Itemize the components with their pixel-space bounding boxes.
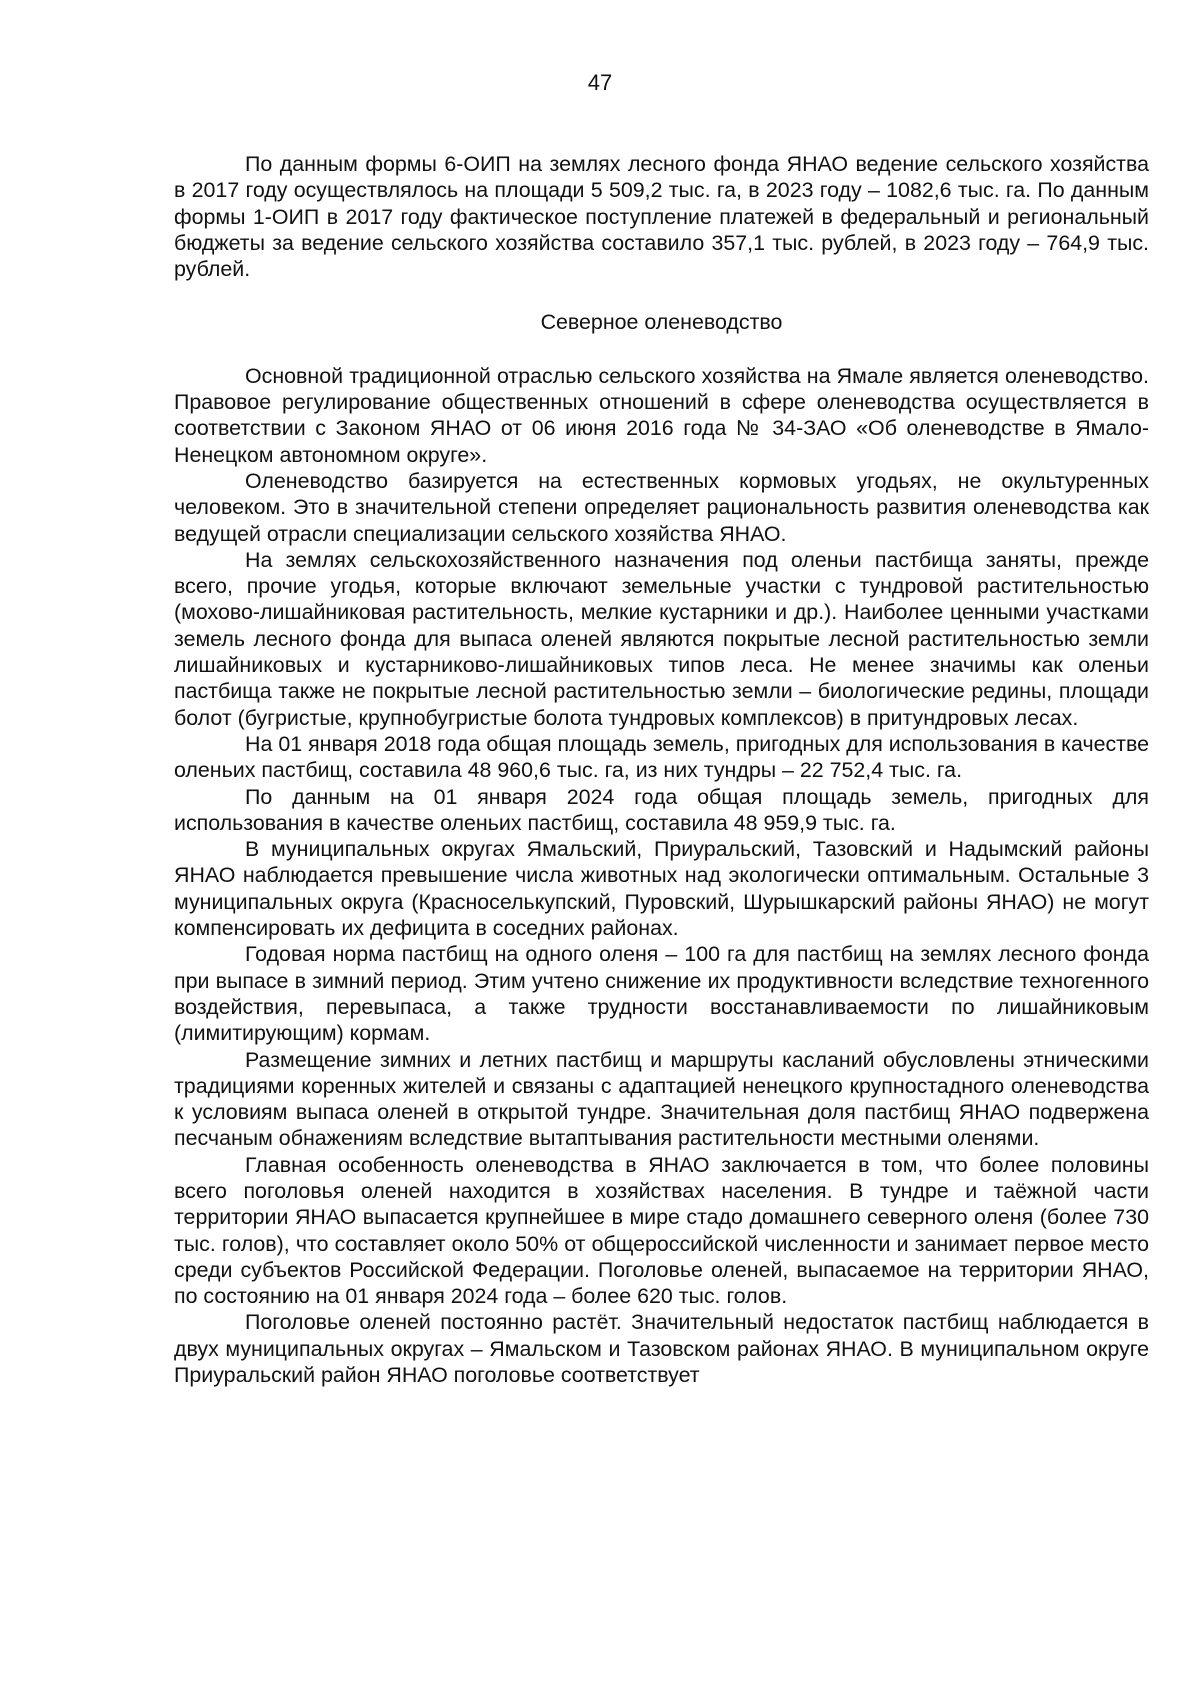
paragraph: На 01 января 2018 года общая площадь земель, пригодных для использования в качестве оленьих пастбищ, составила 48 960,6 тыс. га, из них тундры – 22 752,4 тыс. га. bbox=[174, 731, 1149, 783]
paragraph-forest-fund-agriculture: По данным формы 6-ОИП на землях лесного фонда ЯНАО ведение сельского хозяйства в 2017 году осуществлялось на площади 5 509,2 тыс. га, в 2023 году – 1082,6 тыс. га. По данным формы 1-ОИП в 2017 году фактическое поступление платежей в федеральный и региональный бюджеты за ведение сельского хозяйства составило 357,1 тыс. рублей, в 2023 году – 764,9 тыс. рублей. bbox=[174, 152, 1149, 282]
page-number: 47 bbox=[587, 70, 613, 95]
paragraph: Годовая норма пастбищ на одного оленя – 100 га для пастбищ на землях лесного фонда при выпасе в зимний период. Этим учтено снижение их продуктивности вследствие техногенного воздействия, перевыпаса, а также трудности восстанавливаемости по лишайниковым (лимитирующим) кормам. bbox=[174, 942, 1149, 1046]
paragraph: Главная особенность оленеводства в ЯНАО заключается в том, что более половины всего поголовья оленей находится в хозяйствах населения. В тундре и таёжной части территории ЯНАО выпасается крупнейшее в мире стадо домашнего северного оленя (более 730 тыс. голов), что составляет около 50% от общероссийской численности и занимает первое место среди субъектов Российской Федерации. Поголовье оленей, выпасаемое на территории ЯНАО, по состоянию на 01 января 2024 года – более 620 тыс. голов. bbox=[174, 1152, 1149, 1309]
paragraph: Оленеводство базируется на естественных кормовых угодьях, не окультуренных человеком. Это в значительной степени определяет рациональность развития оленеводства как ведущей отрасли специализации сельского хозяйства ЯНАО. bbox=[174, 468, 1149, 546]
paragraph: На землях сельскохозяйственного назначения под оленьи пастбища заняты, прежде всего, прочие угодья, которые включают земельные участки с тундровой растительностью (мохово-лишайниковая растительность, мелкие кустарники и др.). Наиболее ценными участками земель лесного фонда для выпаса оленей являются покрытые лесной растительностью земли лишайниковых и кустарниково-лишайниковых типов леса. Не менее значимы как оленьи пастбища также не покрытые лесной растительностью земли – биологические редины, площади болот (бугристые, крупнобугристые болота тундровых комплексов) в притундровых лесах. bbox=[174, 547, 1149, 730]
paragraph: В муниципальных округах Ямальский, Приуральский, Тазовский и Надымский районы ЯНАО наблюдается превышение числа животных над экологически оптимальным. Остальные 3 муниципальных округа (Красноселькупский, Пуровский, Шурышкарский районы ЯНАО) не могут компенсировать их дефицита в соседних районах. bbox=[174, 837, 1149, 941]
paragraph: По данным на 01 января 2024 года общая площадь земель, пригодных для использования в качестве оленьих пастбищ, составила 48 959,9 тыс. га. bbox=[174, 784, 1149, 835]
document-body bbox=[174, 151, 1149, 1388]
paragraph: Основной традиционной отраслью сельского хозяйства на Ямале является оленеводство. Правовое регулирование общественных отношений в сфере оленеводства осуществляется в соответствии с Законом ЯНАО от 06 июня 2016 года № 34-ЗАО «Об оленеводстве в Ямало-Ненецком автономном округе». bbox=[174, 363, 1149, 467]
section-heading: Северное оленеводство bbox=[540, 310, 783, 335]
paragraph: Поголовье оленей постоянно растёт. Значительный недостаток пастбищ наблюдается в двух муниципальных округах – Ямальском и Тазовском районах ЯНАО. В муниципальном округе Приуральский район ЯНАО поголовье соответствует bbox=[174, 1310, 1149, 1388]
paragraph: Размещение зимних и летних пастбищ и маршруты касланий обусловлены этническими традициями коренных жителей и связаны с адаптацией ненецкого крупностадного оленеводства к условиям выпаса оленей в открытой тундре. Значительная доля пастбищ ЯНАО подвержена песчаным обнажениям вследствие вытаптывания растительности местными оленями. bbox=[174, 1047, 1149, 1151]
